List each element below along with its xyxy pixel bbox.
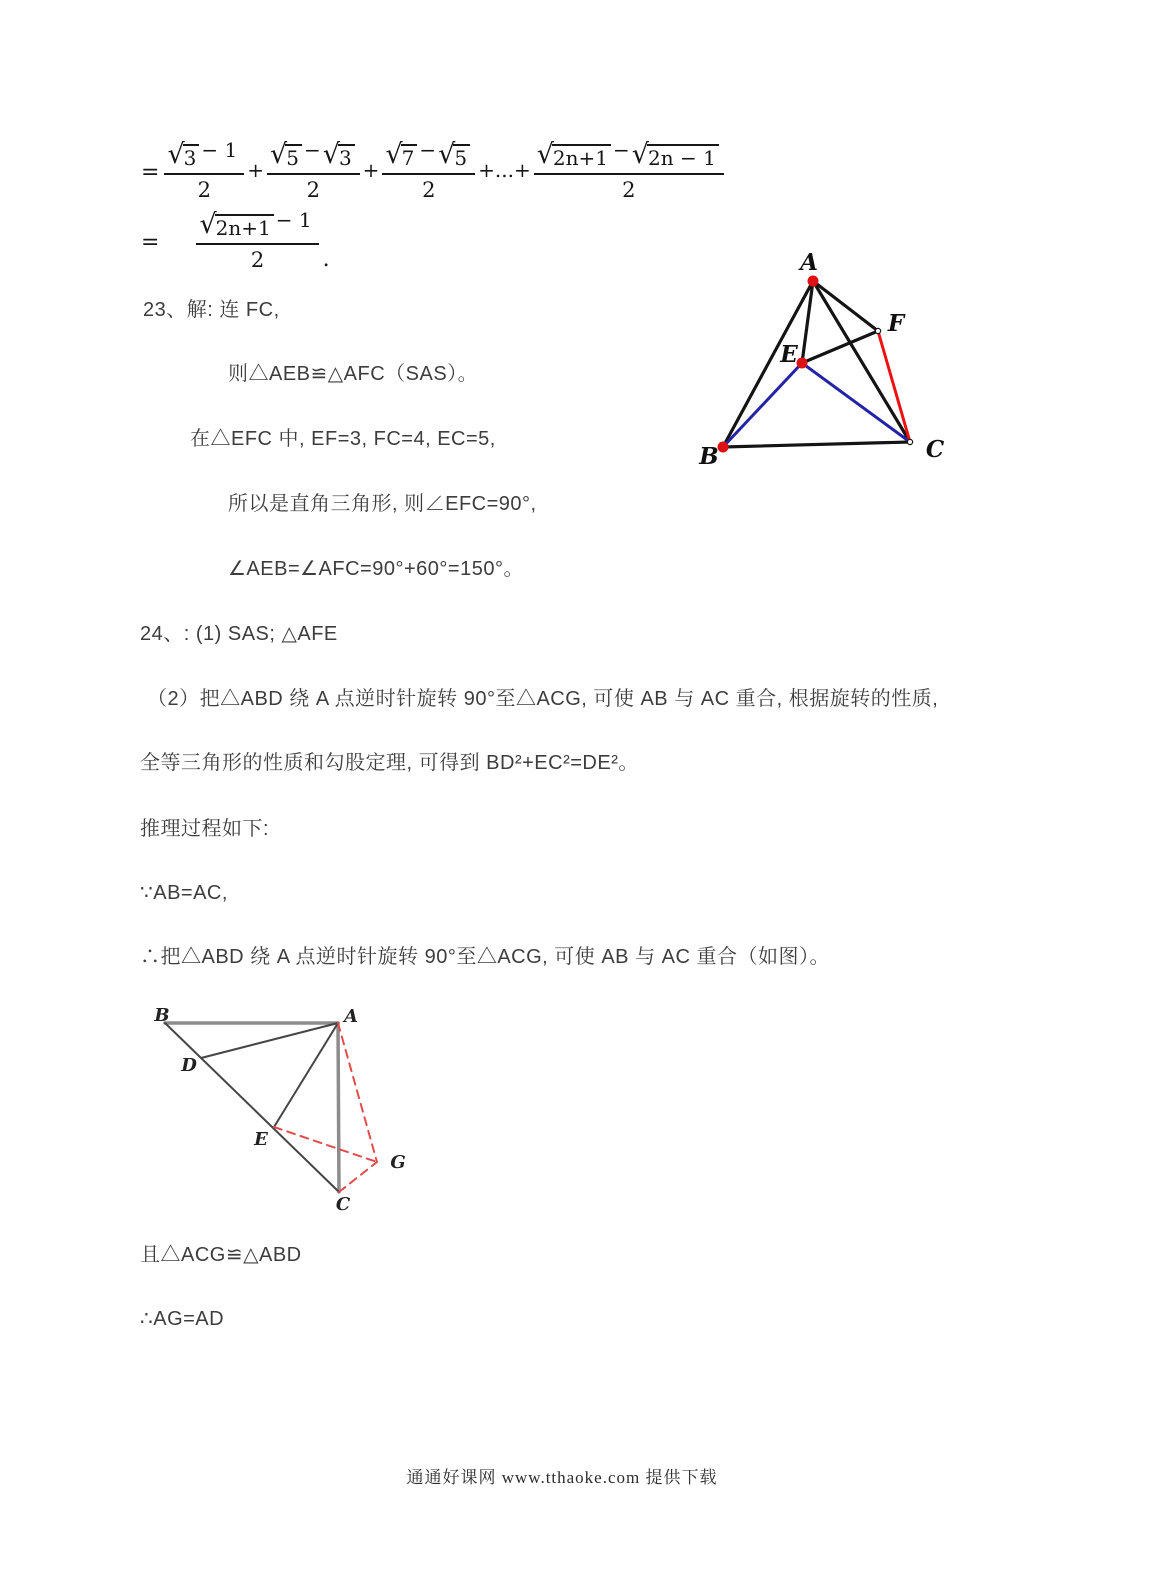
- vertex-dot-A: [808, 276, 819, 287]
- edge-AD: [201, 1023, 338, 1058]
- edge-AC: [813, 281, 910, 442]
- solution-24-line-2: （2）把△ABD 绕 A 点逆时针旋转 90°至△ACG, 可使 AB 与 AC 重合, 根据旋转的性质,: [147, 688, 939, 710]
- vertex-label-B: B: [154, 1005, 170, 1026]
- solution-23-line-5: ∠AEB=∠AFC=90°+60°=150°。: [228, 558, 524, 580]
- fraction: [164, 138, 244, 202]
- period: .: [322, 247, 330, 272]
- numerator: [534, 138, 724, 175]
- sqrt-expression: [322, 139, 355, 170]
- sqrt-expression: [167, 139, 199, 170]
- denominator: 2: [306, 178, 321, 202]
- sqrt-expression: [385, 139, 417, 170]
- sqrt-expression: [438, 139, 470, 170]
- figure-rotation-abd-acg: [130, 985, 450, 1220]
- vertex-label-G: G: [390, 1152, 406, 1173]
- numerator-term: −: [303, 138, 321, 162]
- vertex-dot-B: [718, 442, 729, 453]
- edge-AG: [338, 1023, 377, 1162]
- fraction: [196, 208, 318, 272]
- fraction: [382, 138, 475, 202]
- radicand: 3: [338, 144, 355, 169]
- denominator: 2: [250, 248, 265, 272]
- plus-operator: +...+: [478, 158, 531, 182]
- plus-operator: +: [362, 158, 380, 182]
- numerator-term: −: [613, 138, 630, 162]
- vertex-dot-E: [797, 358, 808, 369]
- solution-23-line-4: 所以是直角三角形, 则∠EFC=90°,: [228, 493, 537, 515]
- vertex-label-F: F: [887, 310, 905, 337]
- radicand: 5: [285, 144, 302, 169]
- fraction: [267, 138, 360, 202]
- denominator: 2: [422, 178, 436, 202]
- vertex-label-E: E: [254, 1129, 268, 1150]
- radicand: 2n − 1: [647, 144, 719, 169]
- radicand: 3: [183, 144, 200, 169]
- equals-sign: =: [141, 229, 160, 255]
- vertex-label-A: A: [800, 249, 818, 276]
- solution-24-line-4: 推理过程如下:: [140, 818, 270, 840]
- solution-24-line-3: 全等三角形的性质和勾股定理, 可得到 BD²+EC²=DE²。: [140, 752, 639, 774]
- solution-23-line-3: 在△EFC 中, EF=3, FC=4, EC=5,: [190, 428, 496, 450]
- formula-series-sum: [141, 138, 725, 202]
- radicand: 2n+1: [552, 144, 611, 169]
- denominator: 2: [622, 178, 636, 202]
- sqrt-expression: [536, 139, 611, 170]
- edge-EF: [802, 331, 878, 363]
- plus-operator: +: [247, 158, 264, 182]
- sqrt-sign: √: [385, 139, 403, 170]
- denominator: 2: [197, 178, 212, 202]
- vertex-label-A: A: [344, 1006, 358, 1027]
- edge-EC: [802, 363, 910, 442]
- equals-sign: =: [141, 159, 160, 185]
- radicand: 7: [401, 144, 418, 169]
- numerator: [267, 138, 360, 175]
- edge-BC: [165, 1023, 339, 1192]
- edge-CG: [339, 1162, 377, 1192]
- solution-24-line-5: ∵AB=AC,: [140, 882, 228, 904]
- sqrt-sign: √: [270, 139, 288, 170]
- vertex-label-C: C: [335, 1194, 351, 1215]
- vertex-dot-C: [907, 439, 912, 444]
- vertex-dot-F: [875, 328, 880, 333]
- sqrt-sign: √: [322, 139, 340, 170]
- numerator-term: −: [419, 138, 437, 162]
- edge-AE: [274, 1023, 338, 1127]
- sqrt-expression: [631, 139, 719, 170]
- footer-site-credit: 通通好课网 www.tthaoke.com 提供下载: [406, 1468, 718, 1487]
- solution-24-line-1: 24、: (1) SAS; △AFE: [140, 623, 338, 645]
- radicand: 2n+1: [215, 214, 274, 239]
- solution-23-line-1: 23、解: 连 FC,: [143, 299, 280, 321]
- numerator: [196, 208, 318, 245]
- edge-FC: [878, 331, 910, 442]
- solution-24-line-8: ∴AG=AD: [140, 1308, 225, 1330]
- formula-series-result: [141, 208, 330, 272]
- numerator: [164, 138, 244, 175]
- numerator-term: − 1: [201, 138, 238, 162]
- figure-triangle-abc-ef: [660, 230, 960, 470]
- vertex-label-D: D: [181, 1055, 197, 1076]
- sqrt-sign: √: [631, 139, 649, 170]
- numerator: [382, 138, 475, 175]
- sqrt-sign: √: [438, 139, 456, 170]
- edge-AF: [813, 281, 878, 331]
- vertex-label-B: B: [699, 443, 719, 470]
- radicand: 5: [453, 144, 470, 169]
- sqrt-sign: √: [199, 209, 217, 240]
- vertex-label-E: E: [780, 341, 798, 368]
- edge-BC: [723, 442, 910, 447]
- vertex-label-C: C: [925, 436, 945, 463]
- sqrt-expression: [270, 139, 302, 170]
- sqrt-sign: √: [536, 139, 554, 170]
- edge-AC: [338, 1023, 339, 1192]
- sqrt-expression: [199, 209, 273, 240]
- solution-23-line-2: 则△AEB≌△AFC（SAS）。: [228, 363, 479, 385]
- solution-24-line-6: ∴把△ABD 绕 A 点逆时针旋转 90°至△ACG, 可使 AB 与 AC 重合（如图）。: [140, 946, 830, 968]
- numerator-term: − 1: [275, 208, 312, 232]
- solution-24-line-7: 且△ACG≌△ABD: [140, 1244, 302, 1266]
- sqrt-sign: √: [167, 139, 185, 170]
- fraction: [534, 138, 724, 202]
